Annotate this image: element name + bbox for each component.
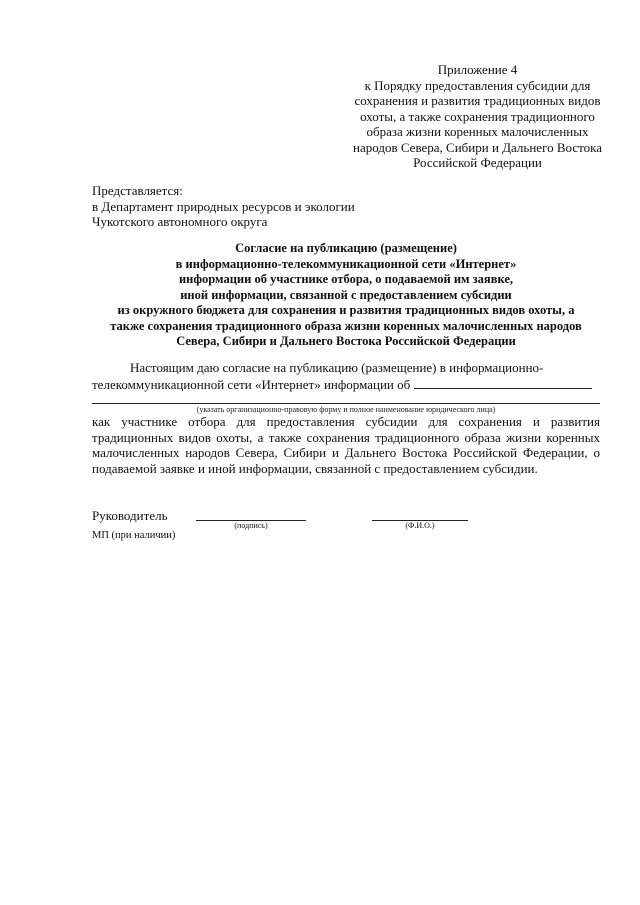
submission-line: в Департамент природных ресурсов и экологии bbox=[92, 198, 355, 214]
submission-line: Представляется: bbox=[92, 183, 183, 198]
organization-field-hint: (указать организационно-правовую форму и полное наименование юридического лица) bbox=[196, 405, 496, 414]
appendix-line: сохранения и развития традиционных видов bbox=[354, 93, 601, 108]
appendix-line: образа жизни коренных малочисленных bbox=[366, 124, 589, 139]
appendix-line: к Порядку предоставления субсидии для bbox=[364, 77, 591, 93]
document-title bbox=[92, 241, 600, 350]
title-line: Севера, Сибири и Дальнего Востока Российской Федерации bbox=[176, 334, 516, 348]
appendix-line: охоты, а также сохранения традиционного bbox=[360, 108, 595, 124]
consent-text-line-2 bbox=[92, 376, 600, 393]
full-name-hint: (Ф.И.О.) bbox=[405, 521, 435, 530]
consent-paragraph: как участнике отбора для предоставления субсидии для сохранения и развития традиционных видов охоты, а также сохранения традиционного образа жизни коренных малочисленных народов Севера, Сибири и Дальнего Востока Российской Федерации, о подаваемой заявке и иной информации, связанной с предоставлением субсидии. bbox=[92, 414, 600, 476]
consent-text-line-1: Настоящим даю согласие на публикацию (размещение) в информационно- bbox=[130, 360, 544, 375]
submission-block bbox=[92, 183, 355, 230]
title-line: Согласие на публикацию (размещение) bbox=[235, 241, 457, 255]
consent-text-line-2-label: телекоммуникационной сети «Интернет» информации об bbox=[92, 377, 411, 392]
title-line: иной информации, связанной с предоставлением субсидии bbox=[180, 287, 512, 302]
organization-name-field[interactable] bbox=[414, 376, 592, 389]
head-signature-label: Руководитель bbox=[92, 508, 168, 523]
signature-hint: (подпись) bbox=[234, 521, 268, 530]
title-line: информации об участнике отбора, о подаваемой им заявке, bbox=[178, 272, 514, 286]
title-line: также сохранения традиционного образа жизни коренных малочисленных народов bbox=[110, 318, 582, 333]
submission-line: Чукотского автономного округа bbox=[92, 214, 268, 229]
title-line: в информационно-телекоммуникационной сети «Интернет» bbox=[175, 256, 517, 271]
seal-label: МП (при наличии) bbox=[92, 530, 176, 541]
organization-name-field-continuation[interactable] bbox=[92, 403, 600, 404]
appendix-line: Российской Федерации bbox=[413, 155, 542, 170]
appendix-header bbox=[340, 62, 615, 171]
appendix-line: Приложение 4 bbox=[437, 62, 518, 77]
title-line: из окружного бюджета для сохранения и развития традиционных видов охоты, а bbox=[117, 303, 575, 317]
appendix-line: народов Севера, Сибири и Дальнего Востока bbox=[353, 139, 602, 155]
